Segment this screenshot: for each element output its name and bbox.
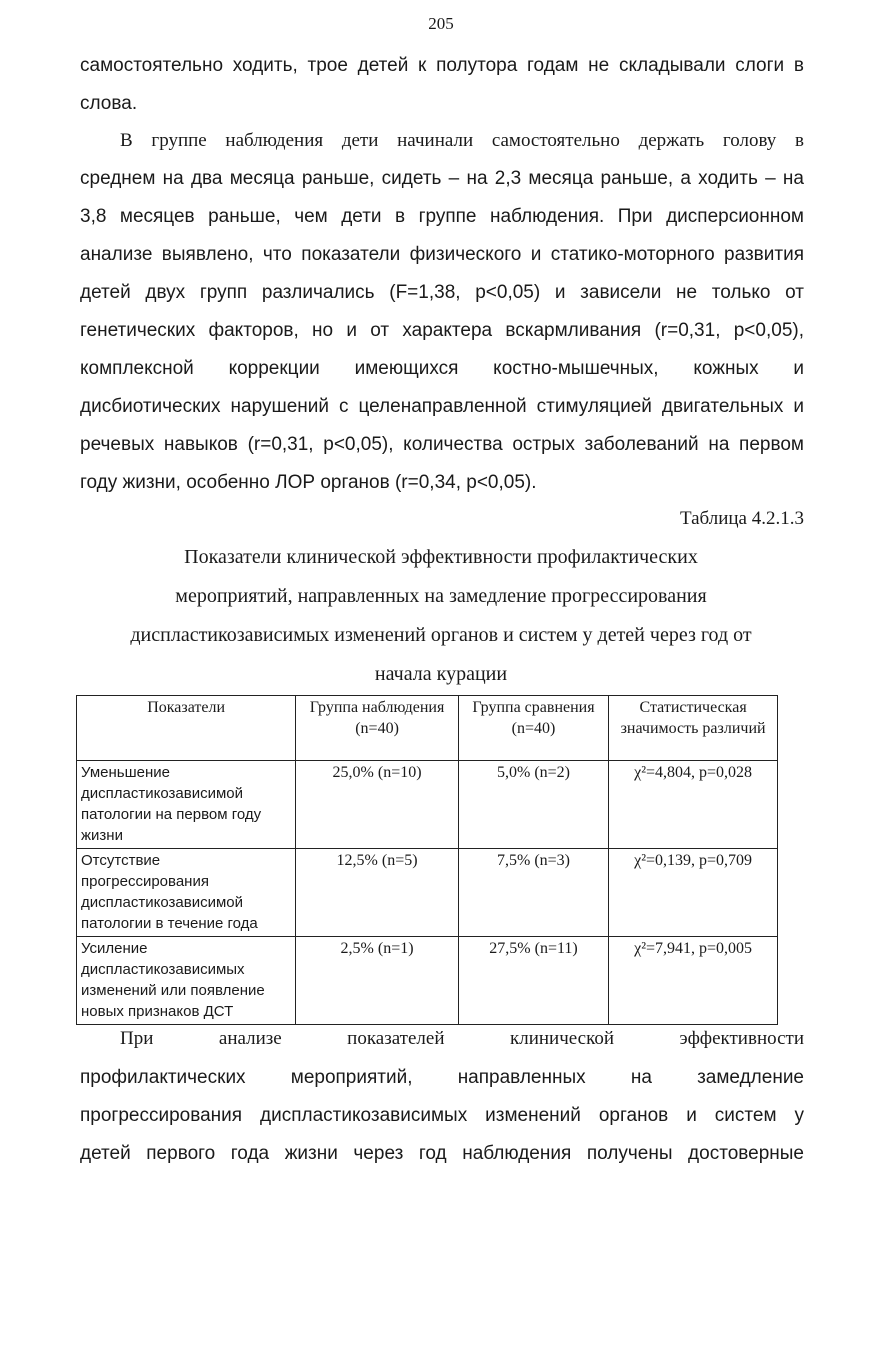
text-line: детей первого года жизни через год наблюдения получены достоверные [80,1143,804,1164]
results-table [76,695,778,1025]
header-observation-group: Группа наблюдения (n=40) [296,696,459,761]
text-line: 3,8 месяцев раньше, чем дети в группе наблюдения. При дисперсионном [80,206,804,227]
observation-cell: 2,5% (n=1) [296,937,459,1025]
header-comparison-group: Группа сравнения (n=40) [458,696,608,761]
table-row [77,849,778,937]
significance-cell: χ²=4,804, p=0,028 [609,761,778,849]
table-title-line: начала курации [374,663,508,685]
indicator-cell: Уменьшение диспластикозависимой патологии на первом году жизни [77,761,296,849]
page-number: 205 [428,14,454,33]
indicator-cell: Отсутствие прогрессирования диспластикозависимой патологии в течение года [77,849,296,937]
table-title-line: Показатели клинической эффективности профилактических [184,546,698,568]
text-line: речевых навыков (r=0,31, p<0,05), количества острых заболеваний на первом [80,434,804,455]
text-line: В группе наблюдения дети начинали самостоятельно держать голову в [120,130,804,151]
text-line: комплексной коррекции имеющихся костно-мышечных, кожных и [80,358,804,379]
table-header-row [77,696,778,761]
text-line: анализе выявлено, что показатели физического и статико-моторного развития [80,244,804,265]
observation-cell: 12,5% (n=5) [296,849,459,937]
significance-cell: χ²=0,139, p=0,709 [609,849,778,937]
header-significance: Статистическая значимость различий [609,696,778,761]
comparison-cell: 7,5% (n=3) [458,849,608,937]
table-title-line: диспластикозависимых изменений органов и систем у детей через год от [130,624,752,646]
table-title-line: мероприятий, направленных на замедление прогрессирования [175,585,707,607]
table-row [77,937,778,1025]
text-line: прогрессирования диспластикозависимых изменений органов и систем у [80,1105,804,1126]
table-row [77,761,778,849]
text-line: профилактических мероприятий, направленных на замедление [80,1067,804,1088]
significance-cell: χ²=7,941, p=0,005 [609,937,778,1025]
indicator-cell: Усиление диспластикозависимых изменений или появление новых признаков ДСТ [77,937,296,1025]
text-line: генетических факторов, но и от характера вскармливания (r=0,31, p<0,05), [80,320,804,341]
text-line: дисбиотических нарушений с целенаправленной стимуляцией двигательных и [80,396,804,417]
text-line: среднем на два месяца раньше, сидеть – на 2,3 месяца раньше, а ходить – на [80,168,804,189]
text-line: При анализе показателей клинической эффективности [120,1028,804,1049]
text-line: слова. [80,93,138,114]
header-indicators: Показатели [77,696,296,761]
text-line: самостоятельно ходить, трое детей к полутора годам не складывали слоги в [80,55,804,76]
table-number: Таблица 4.2.1.3 [679,508,804,529]
text-line: году жизни, особенно ЛОР органов (r=0,34, p<0,05). [80,472,537,493]
comparison-cell: 5,0% (n=2) [458,761,608,849]
comparison-cell: 27,5% (n=11) [458,937,608,1025]
text-line: детей двух групп различались (F=1,38, p<0,05) и зависели не только от [80,282,804,303]
observation-cell: 25,0% (n=10) [296,761,459,849]
